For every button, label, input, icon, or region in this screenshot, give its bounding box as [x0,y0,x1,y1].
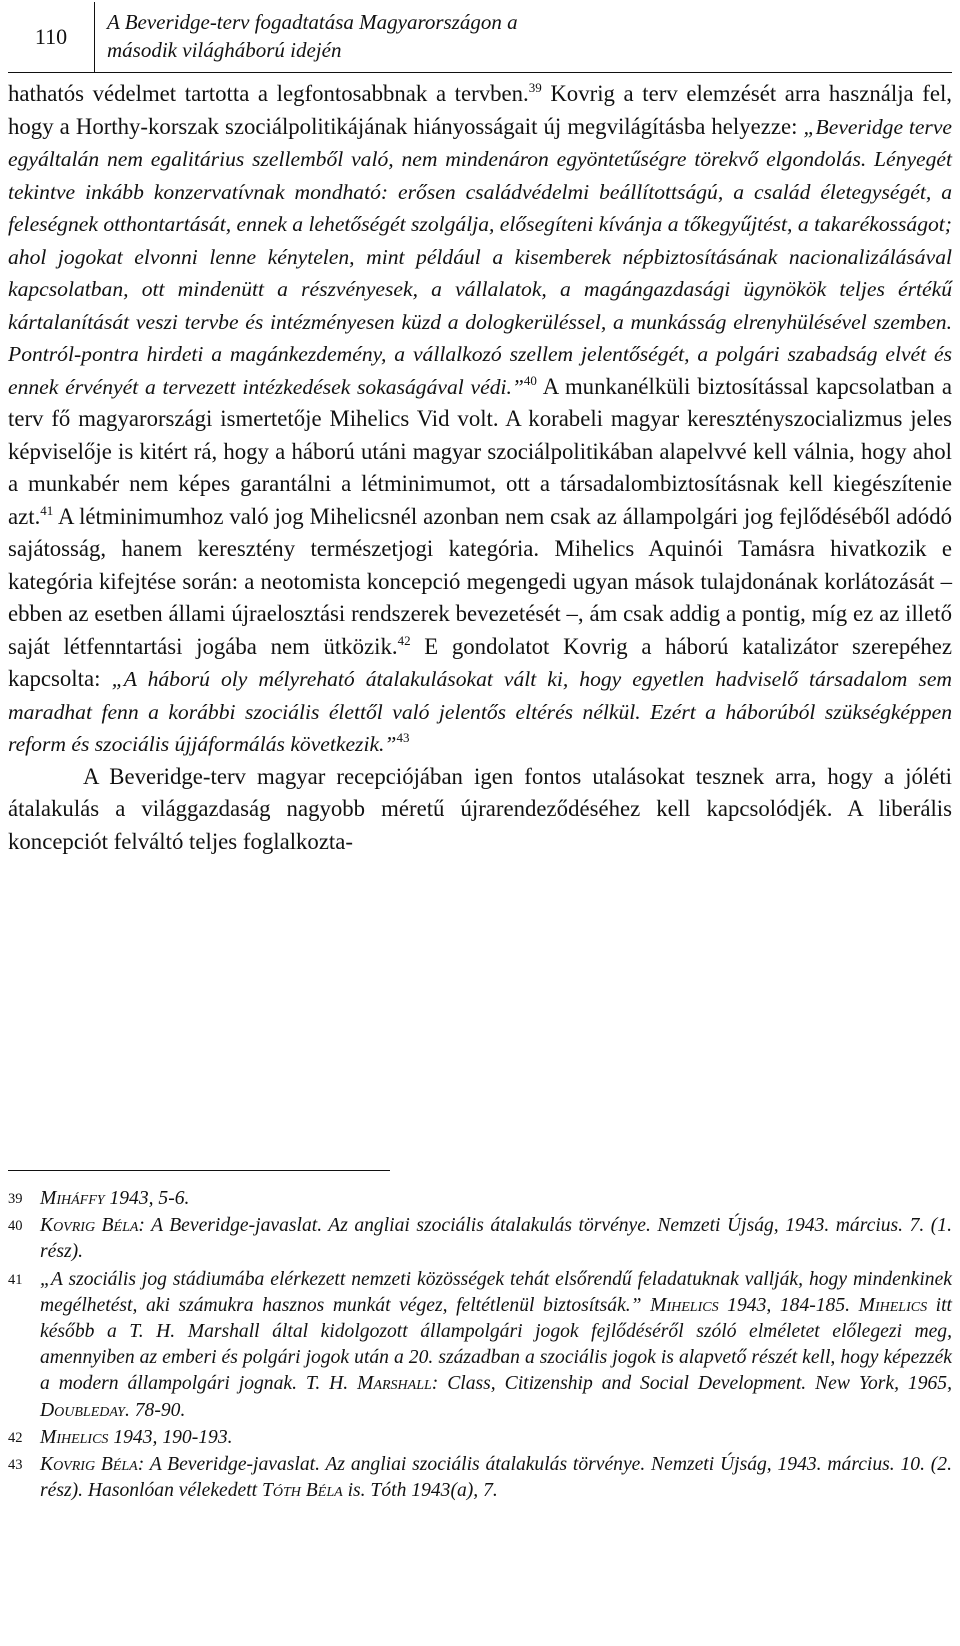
author-name: Mihelics [650,1294,719,1316]
paragraph [8,78,952,761]
footnote-ref-39[interactable]: 39 [528,80,542,95]
footnotes [8,1186,952,1505]
footnote-number: 43 [8,1457,23,1474]
author-name: Marshall [357,1373,432,1395]
text-run: : A Beveridge-javaslat. Az angliai szociális átalakulás törvénye. Nemzeti Újság, 1943. március. 7. (1. rész). [40,1215,953,1263]
footnote-number: 39 [8,1191,23,1207]
running-header [8,2,952,73]
text-run: A munkanélküli biztosítással kapcsolatban a terv fő magyarországi ismertetője Mihelics Vid volt. A korabeli magyar keresztényszocializmus jeles képviselője is kitért rá, hogy a háború utáni magyar szociálpolitikában alapelvvé kell válnia, hogy ahol a munkabér nem képes garantálni a létminimumot, ott a társadalombiztosításnak kell kiegészítenie azt. [8,373,952,529]
quotation: „A háború oly mélyreható átalakulásokat vált ki, hogy egyetlen hadviselő társadalom sem maradhat fenn a korábbi szociális élettől való jelentős eltérés nélkül. Ezért a háborúból szükségképpen reform és szociális újjáformálás következik.” [8,667,952,756]
author-name: Tóth Béla [262,1480,343,1502]
text-run: E gondolatot Kovrig a háború katalizátor szerepéhez kapcsolta: [8,633,952,691]
text-run: : Class, Citizenship and Social Development. New York, 1965, [431,1373,952,1395]
footnote-ref-42[interactable]: 42 [397,632,411,648]
footnote-number: 41 [8,1271,23,1288]
text-run: 1943, 5-6. [104,1188,190,1209]
running-title-line: második világháború idején [107,38,342,62]
paragraph: A Beveridge-terv magyar recepciójában igen fontos utalásokat tesznek arra, hogy a jóléti átalakulás a világgazdaság nagyobb méretű újrarendeződéséhez kell kapcsolódjék. A liberális koncepciót felváltó teljes foglalkozta- [8,763,952,854]
author-name: Kovrig Béla [40,1454,138,1476]
footnote-number: 40 [8,1218,23,1235]
text-run: Kovrig a terv elemzését arra használja fel, hogy a Horthy-korszak szociálpolitikájának hiányosságait új megvilágításba helyezze: [8,81,953,139]
text-run: itt később a T. H. Marshall által kidolgozott állampolgári jogok fejlődéséről szóló elméletet előlegezi meg, amennyiben az emberi és polgári jogok után a 20. században a szociális jogok is alapvető részét kell, hogy képezzék a modern állampolgári jognak. T. H. [40,1294,952,1395]
footnote-ref-41[interactable]: 41 [40,502,54,518]
footnote-ref-43[interactable]: 43 [396,730,410,745]
text-run: . 78-90. [124,1399,186,1421]
text-run: A létminimumhoz való jog Mihelicsnél azonban nem csak az állampolgári jog fejlődéséből adódó sajátosság, hanem keresztény természetjogi kategória. Mihelics Aquinói Tamásra hivatkozik e kategória kifejtése során: a neotomista koncepció megengedi ugyan mások tulajdonának korlátozását – ebben az esetben állami újraelosztási rendszerek bevezetését –, ám csak addig a pontig, míg ez az illető saját létfenntartási jogába nem ütközik. [8,503,952,659]
running-title-line: A Beveridge-terv fogadtatása Magyarországon a [107,10,518,34]
footnote-ref-40[interactable]: 40 [523,372,537,388]
author-name: Mihelics [40,1426,109,1448]
text-run: : A Beveridge-javaslat. Az angliai szociális átalakulás törvénye. Nemzeti Újság, 1943. március. 10. (2. rész). Hasonlóan vélekedett [40,1454,953,1502]
footnote-number: 42 [8,1429,23,1446]
footnote-42 [8,1425,952,1451]
text-run: 1943, 190-193. [108,1426,233,1448]
text-run: hathatós védelmet tartotta a legfontosabbnak a tervben. [8,81,529,106]
quotation: „Beveridge terve egyáltalán nem egalitárius szellemből való, nem mindenáron egyöntetűségre törekvő elgondolás. Lényegét tekintve inkább konzervatívnak mondható: erősen családvédelmi beállítottságú, a család életegységét, a feleségnek otthontartását, ennek a lehetőségét szolgálja, elősegíteni kívánja a tőkegyűjtést, a takarékosságot; ahol jogokat elvonni lenne kénytelen, mint például a kisemberek népbiztosításának nacionalizálásával kapcsolatban, ott mindenütt a részvényesek, a vállalatok, a magángazdasági ügynökök teljes értékű kártalanítását veszi tervbe és intézményesen küzd a dologkerüléssel, a munkásság elrenyhülésével szemben. Pontról-pontra hirdeti a magánkezdemény, a vállalkozó szellem jelentőségét, a polgári szabadság elvét és ennek érvényét a tervezett intézkedések sokaságával védi.” [8,114,952,399]
footnote-41 [8,1267,952,1424]
text-run: „A szociális jog stádiumába elérkezett nemzeti közösségek tehát elsőrendű feladatuknak vallják, hogy mindenkinek megélhetést, aki számukra hasznos munkát végez, feltétlenül biztosítsák.” [40,1268,952,1316]
text-run: is. Tóth 1943(a), 7. [342,1480,498,1502]
running-title [107,8,707,64]
author-name: Kovrig Béla [40,1215,139,1237]
footnote-39 [8,1186,952,1212]
page-number: 110 [8,2,95,72]
author-name: Mihelics [858,1294,928,1316]
footnote-43 [8,1452,952,1504]
body-text [8,78,952,858]
footnote-separator [8,1170,390,1171]
author-name: Miháffy [40,1188,105,1209]
publisher-name: Doubleday [40,1399,125,1421]
footnote-40 [8,1213,952,1265]
text-run: 1943, 184-185. [718,1294,859,1316]
